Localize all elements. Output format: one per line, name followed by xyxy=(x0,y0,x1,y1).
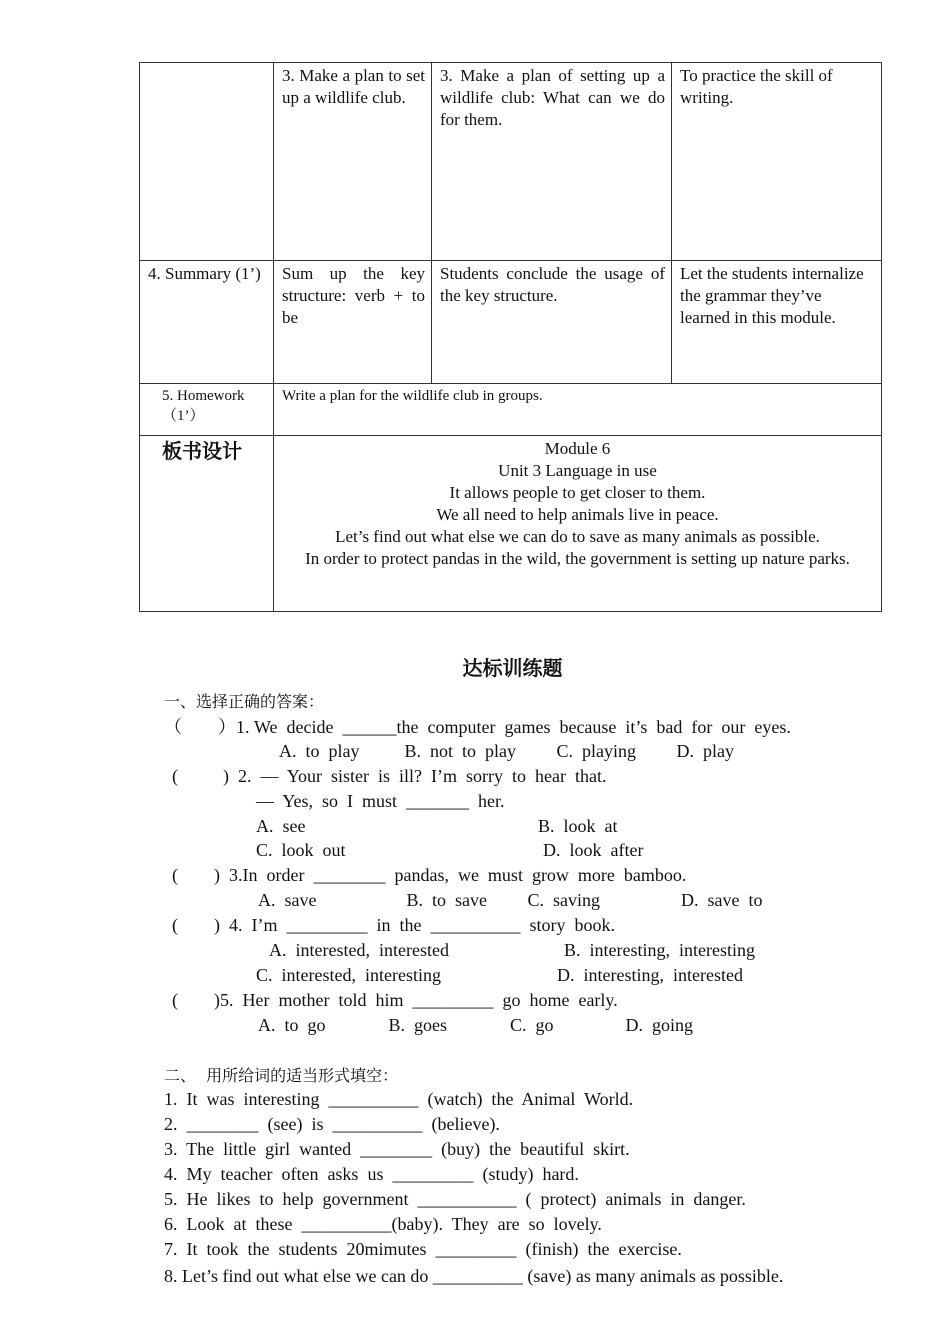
board-line: Module 6 xyxy=(544,439,611,458)
option-line: B. interesting, interesting xyxy=(564,940,755,960)
table-row xyxy=(140,261,882,384)
fill-line: 3. The little girl wanted ________ (buy) the beautiful skirt. xyxy=(164,1139,630,1159)
step-cell xyxy=(140,63,274,261)
board-line: It allows people to get closer to them. xyxy=(449,483,706,502)
board-line: Let’s find out what else we can do to save as many animals as possible. xyxy=(335,527,820,546)
option-line: A. see xyxy=(256,816,306,836)
student-activity-cell: Students conclude the usage of the key structure. xyxy=(432,261,672,384)
question-line: ( ) 2. — Your sister is ill? I’m sorry to hear that. xyxy=(172,766,607,786)
option-line: A. to go B. goes C. go D. going xyxy=(258,1015,694,1035)
question-line: ( ) 3.In order ________ pandas, we must grow more bamboo. xyxy=(172,865,687,885)
activity-cell: Sum up the key structure: verb + to be xyxy=(274,261,432,384)
section2-title: 二、 用所给词的适当形式填空： xyxy=(164,1066,399,1085)
activity-cell: 3. Make a plan to set up a wildlife club. xyxy=(274,63,432,261)
fill-line: 2. ________ (see) is __________ (believe). xyxy=(164,1114,500,1134)
question-line: ( )5. Her mother told him _________ go home early. xyxy=(172,990,618,1010)
board-line: In order to protect pandas in the wild, the government is setting up nature parks. xyxy=(305,549,850,568)
step-cell: 5. Homework （1’） xyxy=(140,384,274,436)
homework-cell: Write a plan for the wildlife club in groups. xyxy=(274,384,882,436)
purpose-cell: To practice the skill of writing. xyxy=(672,63,882,261)
fill-line: 8. Let’s find out what else we can do __________ (save) as many animals as possible. xyxy=(164,1266,784,1286)
fill-line: 4. My teacher often asks us _________ (study) hard. xyxy=(164,1164,579,1184)
purpose-cell: Let the students internalize the grammar they’ve learned in this module. xyxy=(672,261,882,384)
lesson-plan-table xyxy=(139,62,882,612)
fill-line: 1. It was interesting __________ (watch) the Animal World. xyxy=(164,1089,634,1109)
board-line: We all need to help animals live in peace. xyxy=(436,505,719,524)
step-cell: 4. Summary (1’) xyxy=(140,261,274,384)
board-line: Unit 3 Language in use xyxy=(498,461,657,480)
table-row xyxy=(140,63,882,261)
question-line: （ ）1. We decide ______the computer games because it’s bad for our eyes. xyxy=(164,717,791,737)
board-label-cell xyxy=(140,436,274,612)
section1-title: 一、选择正确的答案： xyxy=(164,692,325,711)
option-line: C. look out xyxy=(256,840,346,860)
table-row xyxy=(140,436,882,612)
board-content-cell xyxy=(274,436,882,612)
fill-line: 6. Look at these __________(baby). They are so lovely. xyxy=(164,1214,602,1234)
option-line: A. save B. to save C. saving D. save to xyxy=(258,890,763,910)
option-line: B. look at xyxy=(538,816,618,836)
exercise-title: 达标训练题 xyxy=(462,656,563,680)
table-row xyxy=(140,384,882,436)
option-line: A. to play B. not to play C. playing D. play xyxy=(279,741,734,761)
option-line: C. interested, interesting xyxy=(256,965,441,985)
option-line: A. interested, interested xyxy=(269,940,449,960)
fill-line: 7. It took the students 20mimutes _________ (finish) the exercise. xyxy=(164,1239,682,1259)
option-line: D. look after xyxy=(543,840,644,860)
option-line: D. interesting, interested xyxy=(557,965,743,985)
board-design-label: 板书设计 xyxy=(162,439,242,463)
fill-line: 5. He likes to help government ___________ ( protect) animals in danger. xyxy=(164,1189,746,1209)
question-line: ( ) 4. I’m _________ in the __________ story book. xyxy=(172,915,615,935)
student-activity-cell: 3. Make a plan of setting up a wildlife club: What can we do for them. xyxy=(432,63,672,261)
question-line: — Yes, so I must _______ her. xyxy=(256,791,505,811)
